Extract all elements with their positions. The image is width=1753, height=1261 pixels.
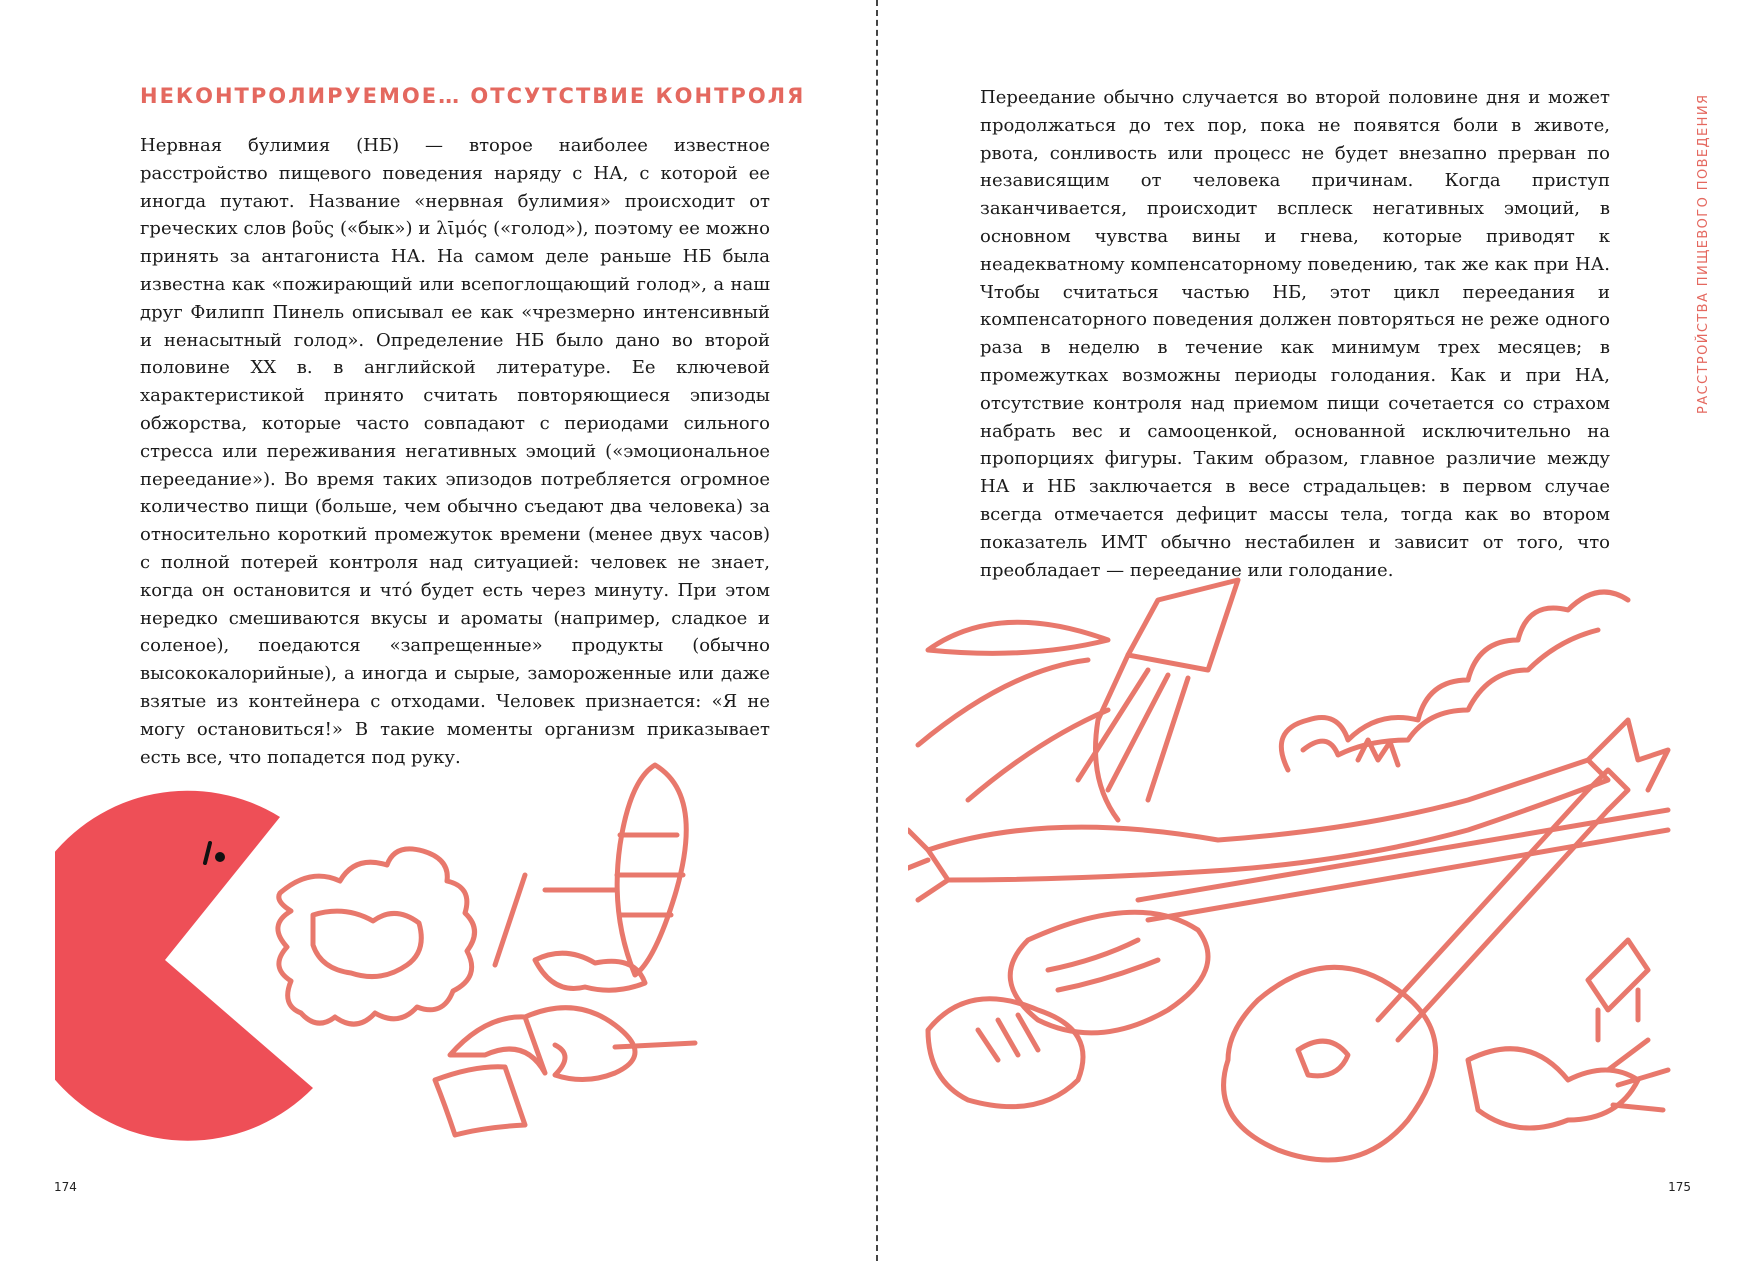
- running-head-text: РАССТРОЙСТВА ПИЩЕВОГО ПОВЕДЕНИЯ: [1696, 93, 1711, 414]
- hand-1: [1468, 1049, 1638, 1128]
- shoe-laces: [978, 1015, 1038, 1060]
- left-page: [0, 0, 876, 1261]
- guitar-head: [1588, 770, 1628, 810]
- pacman-eating-illustration: [55, 755, 775, 1185]
- page-number-left: 174: [54, 1180, 77, 1194]
- cone-shape: [435, 1067, 525, 1135]
- long-fish: [928, 760, 1608, 880]
- sandwich: [1010, 912, 1208, 1033]
- pacman-shape: [55, 791, 313, 1141]
- section-heading: НЕКОНТРОЛИРУЕМОЕ… ОТСУТСТВИЕ КОНТРОЛЯ: [140, 84, 806, 108]
- guitar-body: [1224, 967, 1436, 1160]
- shoe: [928, 999, 1083, 1107]
- fish-tail: [908, 830, 948, 900]
- guitar-soundhole: [1298, 1041, 1348, 1076]
- left-body-text: Нервная булимия (НБ) — второе наиболее известное расстройство пищевого поведения наряду с НА, с которой ее иногда путают. Название «нервная булимия» происходит от греческих слов βοῦς («бык») и λῑμός («голод»), поэтому ее можно принять за антагониста НА. На самом деле раньше НБ была известна как «пожирающий или всепоглощающий голод», а наш друг Филипп Пинель описывал ее как «чрезмерно интенсивный и ненасытный голод». Определение НБ было дано во второй половине XX в. в английской литературе. Ее ключевой характеристикой принято считать повторяющиеся эпизоды обжорства, которые часто совпадают с периодами сильного стресса или переживания негативных эмоций («эмоциональное переедание»). Во время таких эпизодов потребляется огромное количество пищи (больше, чем обычно съедают два человека) за относительно короткий промежуток времени (менее двух часов) с полной потерей контроля над ситуацией: человек не знает, когда он остановится и чтó будет есть через минуту. При этом нередко смешиваются вкусы и ароматы (например, сладкое и соленое), поедаются «запрещенные» продукты (обычно высококалорийные), а иногда и сырые, замороженные или даже взятые из контейнера с отходами. Человек признается: «Я не могу остановиться!» В такие моменты организм приказывает есть все, что попадется под руку.: [140, 135, 770, 768]
- sandwich-lines: [1048, 940, 1158, 990]
- chip-line: [495, 875, 525, 965]
- chair: [1588, 940, 1648, 1040]
- leaf-1: [928, 622, 1108, 653]
- binge-objects-illustration: [908, 560, 1688, 1210]
- page-number-right: 175: [1668, 1180, 1691, 1194]
- cracker-outline: [278, 849, 475, 1024]
- guitar-neck-2: [1398, 810, 1608, 1040]
- cracker-inner: [313, 911, 421, 976]
- right-body-text: Переедание обычно случается во второй половине дня и может продолжаться до тех пор, пока не появятся боли в животе, рвота, сонливость или процесс не будет внезапно прерван по независящим от человека причинам. Когда приступ заканчивается, происходит всплеск негативных эмоций, в основном чувства вины и гнева, которые приводят к неадекватному компенсаторному поведению, так же как при НА. Чтобы считаться частью НБ, этот цикл переедания и компенсаторного поведения должен повторяться не реже одного раза в неделю в течение как минимум трех месяцев; в промежутках возможны периоды голодания. Как и при НА, отсутствие контроля над приемом пищи сочетается со страхом набрать вес и самооценкой, основанной исключительно на пропорциях фигуры. Таким образом, главное различие между НА и НБ заключается в весе страдальцев: в первом случае всегда отмечается дефицит массы тела, тогда как во втором показатель ИМТ обычно нестабилен и зависит от того, что преобладает — переедание или голодание.: [980, 87, 1610, 581]
- right-page: [878, 0, 1753, 1261]
- carrot-tip: [615, 1043, 695, 1047]
- pacman-pupil: [215, 852, 225, 862]
- bottle-lines-3: [1148, 678, 1188, 800]
- hand-fingers: [1608, 1040, 1668, 1110]
- plank-1: [1138, 810, 1668, 900]
- bottle-body: [1096, 655, 1129, 820]
- bottle-outline: [1128, 580, 1238, 670]
- cup-outline: [617, 765, 686, 975]
- running-head: [1696, 86, 1716, 416]
- leaf-3: [968, 710, 1108, 800]
